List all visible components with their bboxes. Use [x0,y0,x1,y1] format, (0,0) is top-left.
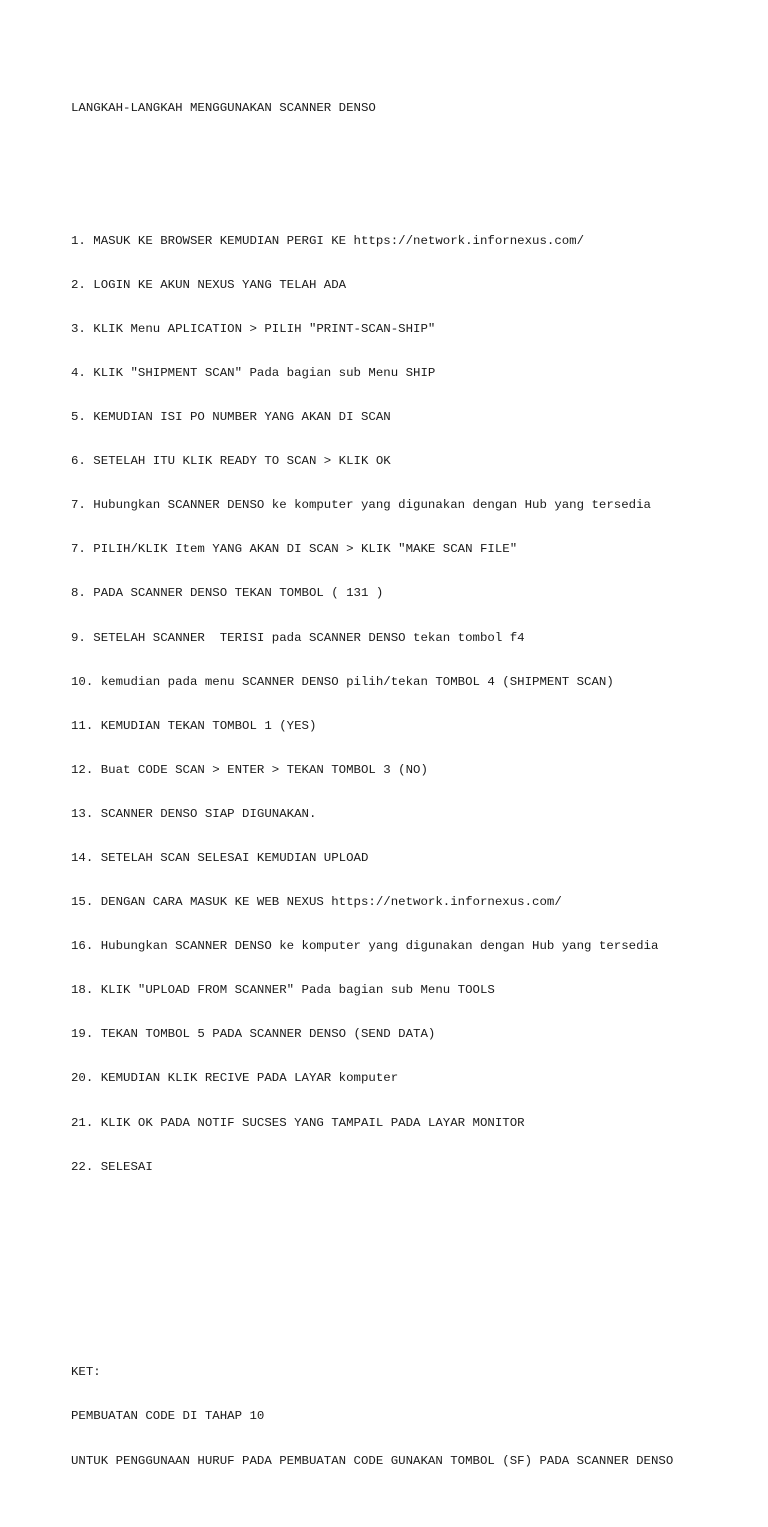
step-item: 6. SETELAH ITU KLIK READY TO SCAN > KLIK OK [71,454,391,469]
step-item: 10. kemudian pada menu SCANNER DENSO pilih/tekan TOMBOL 4 (SHIPMENT SCAN) [71,674,614,689]
step-item: 4. KLIK "SHIPMENT SCAN" Pada bagian sub Menu SHIP [71,365,436,380]
step-item: 11. KEMUDIAN TEKAN TOMBOL 1 (YES) [71,718,317,733]
spacer [71,1248,751,1292]
step-item: 5. KEMUDIAN ISI PO NUMBER YANG AKAN DI SCAN [71,410,391,425]
step-item: 15. DENGAN CARA MASUK KE WEB NEXUS https://network.infornexus.com/ [71,895,562,910]
spacer [71,146,751,161]
step-item: 1. MASUK KE BROWSER KEMUDIAN PERGI KE https://network.infornexus.com/ [71,233,585,248]
step-item: 3. KLIK Menu APLICATION > PILIH "PRINT-SCAN-SHIP" [71,321,436,336]
note-item: PEMBUATAN CODE DI TAHAP 10 [71,1409,265,1424]
steps-list [71,204,751,1203]
step-item: 14. SETELAH SCAN SELESAI KEMUDIAN UPLOAD [71,851,369,866]
step-item: 9. SETELAH SCANNER TERISI pada SCANNER DENSO tekan tombol f4 [71,630,525,645]
step-item: 16. Hubungkan SCANNER DENSO ke komputer yang digunakan dengan Hub yang tersedia [71,939,659,954]
step-item: 19. TEKAN TOMBOL 5 PADA SCANNER DENSO (SEND DATA) [71,1027,436,1042]
document-body [71,72,751,1527]
step-item: 22. SELESAI [71,1159,153,1174]
document-title: LANGKAH-LANGKAH MENGGUNAKAN SCANNER DENSO [71,101,376,116]
note-label: KET: [71,1365,101,1380]
step-item: 13. SCANNER DENSO SIAP DIGUNAKAN. [71,806,317,821]
step-item: 2. LOGIN KE AKUN NEXUS YANG TELAH ADA [71,277,347,292]
step-item: 8. PADA SCANNER DENSO TEKAN TOMBOL ( 131 ) [71,586,384,601]
step-item: 18. KLIK "UPLOAD FROM SCANNER" Pada bagian sub Menu TOOLS [71,983,495,998]
step-item: 21. KLIK OK PADA NOTIF SUCSES YANG TAMPAIL PADA LAYAR MONITOR [71,1115,525,1130]
step-item: 12. Buat CODE SCAN > ENTER > TEKAN TOMBOL 3 (NO) [71,762,428,777]
step-item: 20. KEMUDIAN KLIK RECIVE PADA LAYAR komputer [71,1071,399,1086]
step-item: 7. Hubungkan SCANNER DENSO ke komputer yang digunakan dengan Hub yang tersedia [71,498,651,513]
note-item: UNTUK PENGGUNAAN HURUF PADA PEMBUATAN CODE GUNAKAN TOMBOL (SF) PADA SCANNER DENSO [71,1453,674,1468]
notes-section [71,1336,751,1498]
step-item: 7. PILIH/KLIK Item YANG AKAN DI SCAN > KLIK "MAKE SCAN FILE" [71,542,518,557]
